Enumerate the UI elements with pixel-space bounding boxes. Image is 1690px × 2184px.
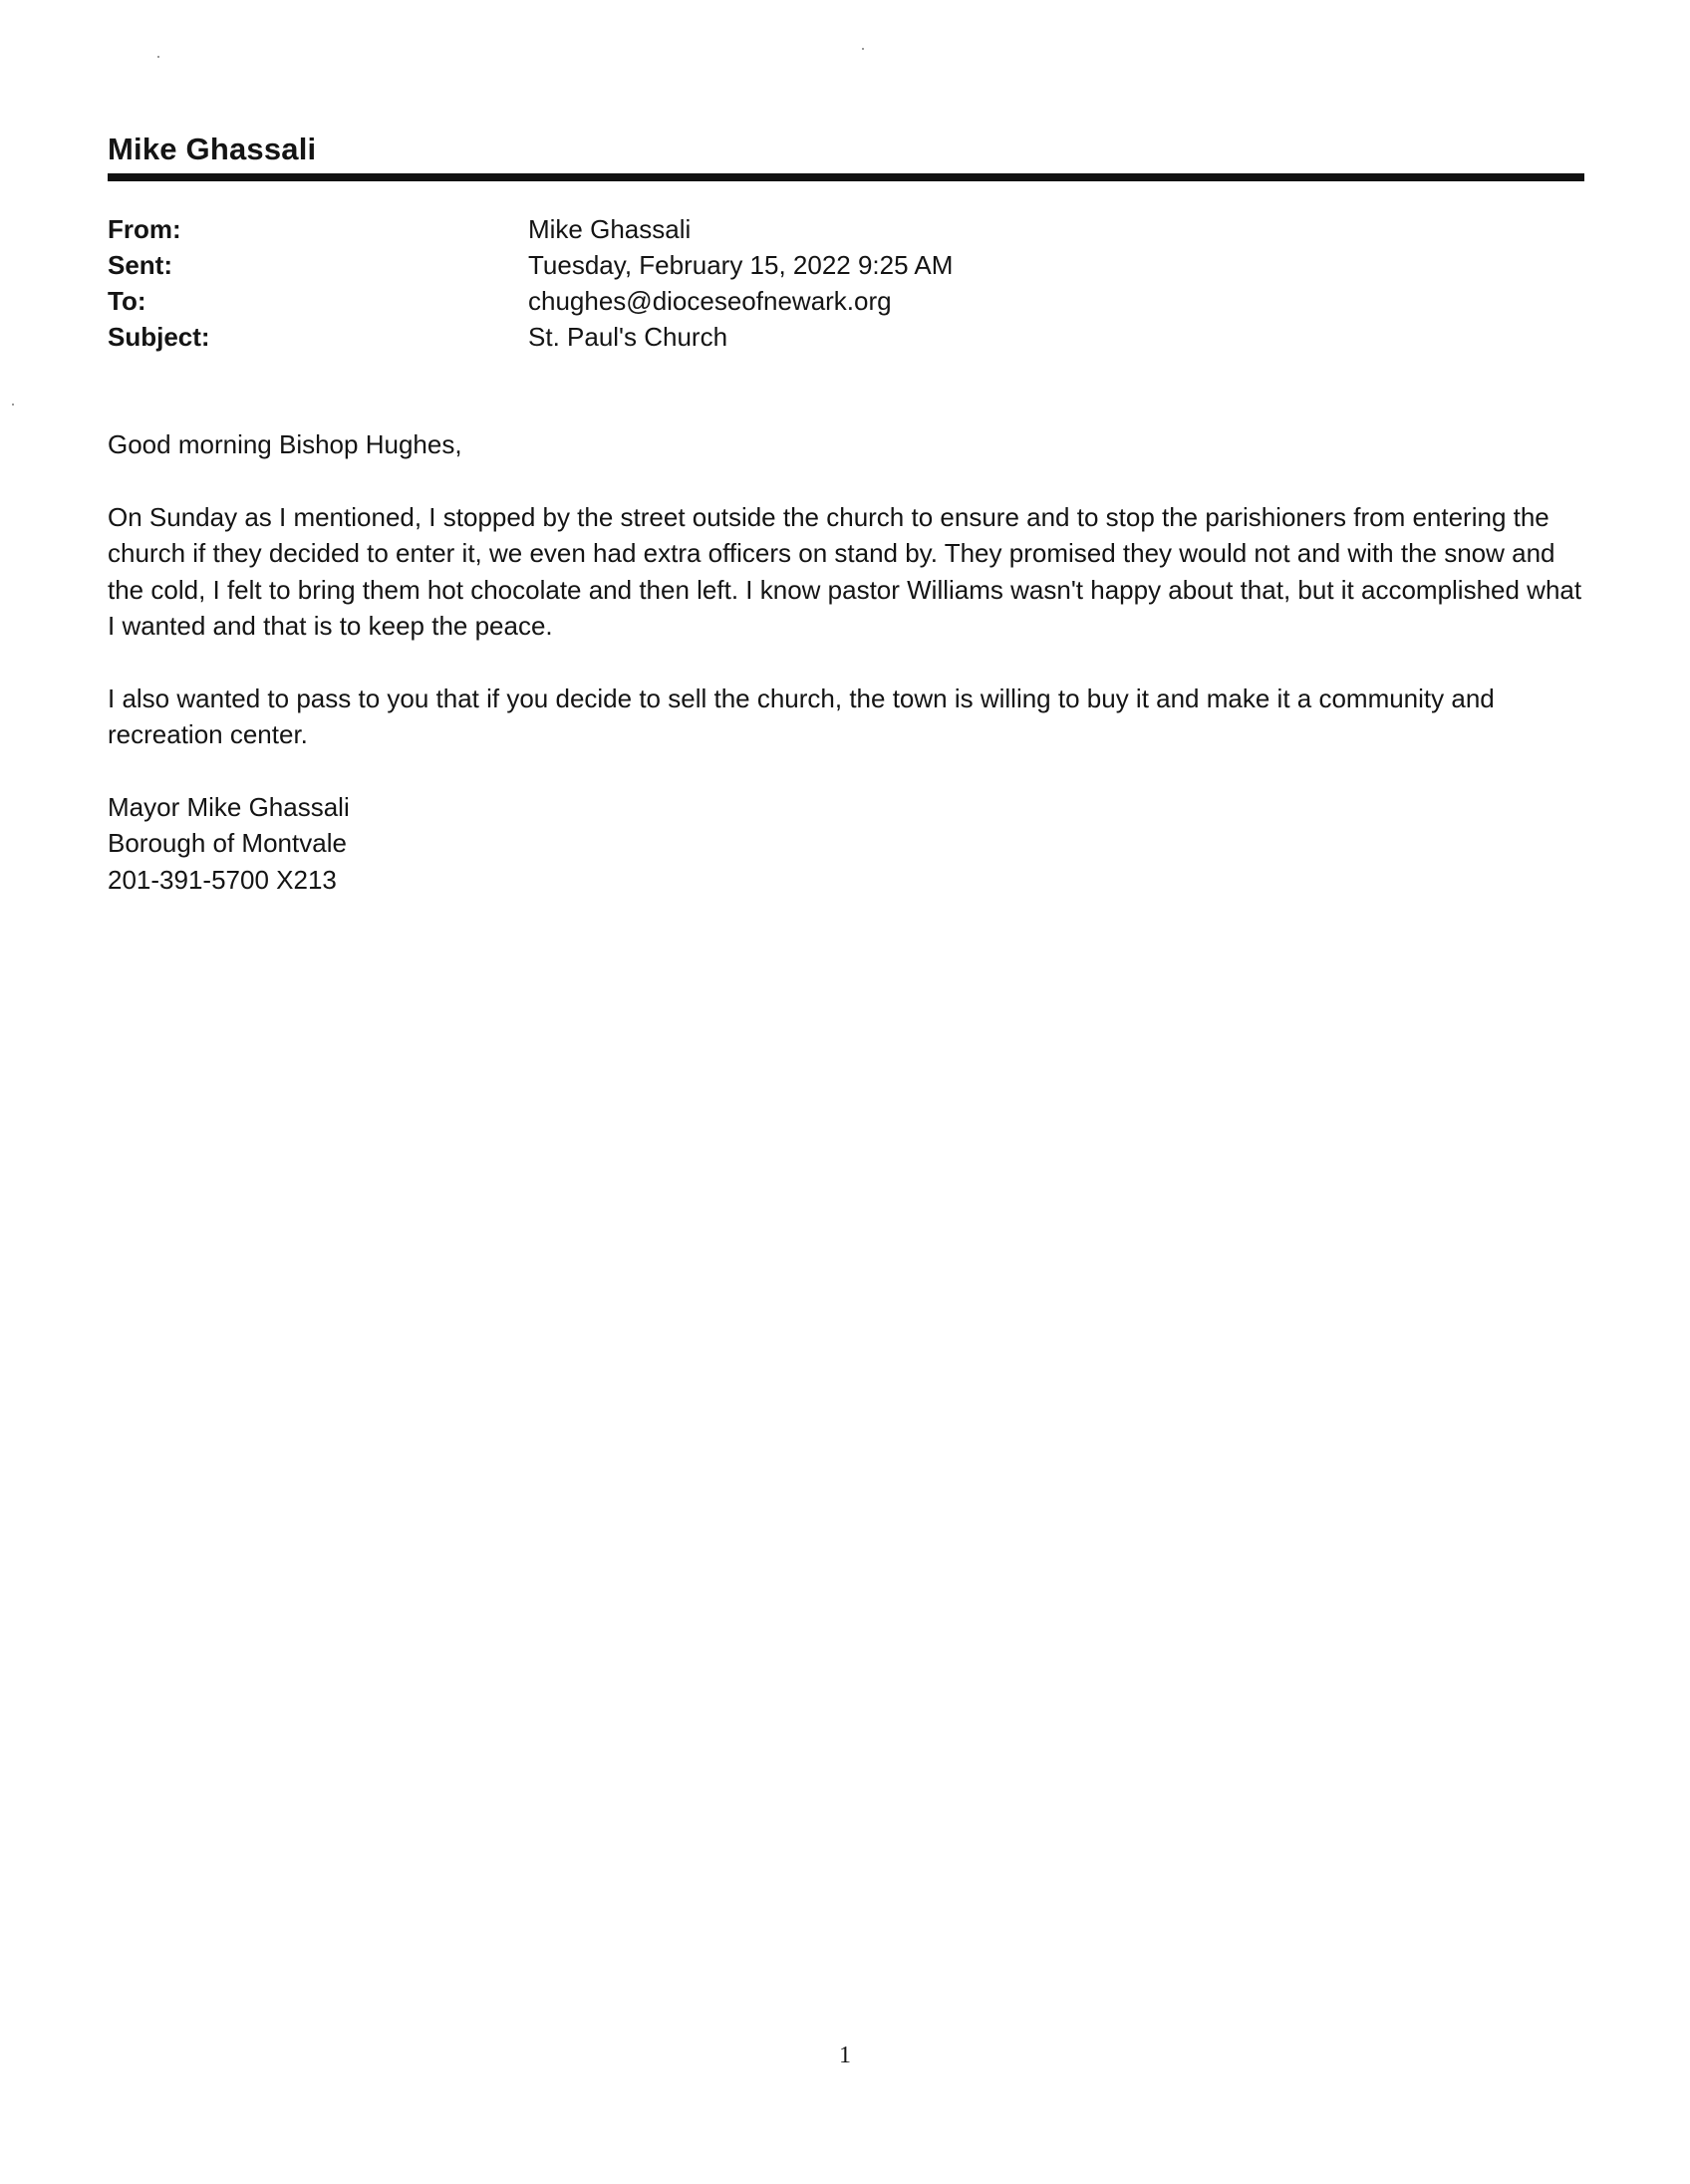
scan-speck <box>157 56 159 58</box>
signature-block <box>108 789 1582 899</box>
from-label: From: <box>108 214 181 244</box>
email-body <box>108 426 1582 898</box>
body-paragraph-1: On Sunday as I mentioned, I stopped by the street outside the church to ensure and to stop the parishioners from entering the church if they decided to enter it, we even had extra officers on stand by. They promised they would not and with the snow and the cold, I felt to bring them hot chocolate and then left. I know pastor Williams wasn't happy about that, but it accomplished what I wanted and that is to keep the peace. <box>108 501 1582 641</box>
header-name: Mike Ghassali <box>108 132 317 166</box>
email-meta <box>108 211 1204 355</box>
scan-speck <box>862 48 864 50</box>
body-paragraph-2: I also wanted to pass to you that if you decide to sell the church, the town is willing to buy it and make it a community and recreation center. <box>108 682 1495 749</box>
greeting: Good morning Bishop Hughes, <box>108 429 462 459</box>
signature-line-organization: Borough of Montvale <box>108 828 347 858</box>
signature-line-phone: 201-391-5700 X213 <box>108 864 337 895</box>
to-label: To: <box>108 286 146 316</box>
meta-row-from <box>108 211 1204 247</box>
subject-label: Subject: <box>108 322 210 352</box>
meta-row-to <box>108 283 1204 319</box>
meta-row-subject <box>108 319 1204 355</box>
subject-value: St. Paul's Church <box>528 322 728 352</box>
to-value: chughes@dioceseofnewark.org <box>528 286 892 316</box>
from-value: Mike Ghassali <box>528 214 692 244</box>
meta-row-sent <box>108 247 1204 283</box>
scan-speck <box>12 404 14 406</box>
header-divider <box>108 173 1584 181</box>
sent-value: Tuesday, February 15, 2022 9:25 AM <box>528 250 954 280</box>
signature-line-name: Mayor Mike Ghassali <box>108 791 350 822</box>
sent-label: Sent: <box>108 250 172 280</box>
page-number: 1 <box>839 2043 851 2068</box>
